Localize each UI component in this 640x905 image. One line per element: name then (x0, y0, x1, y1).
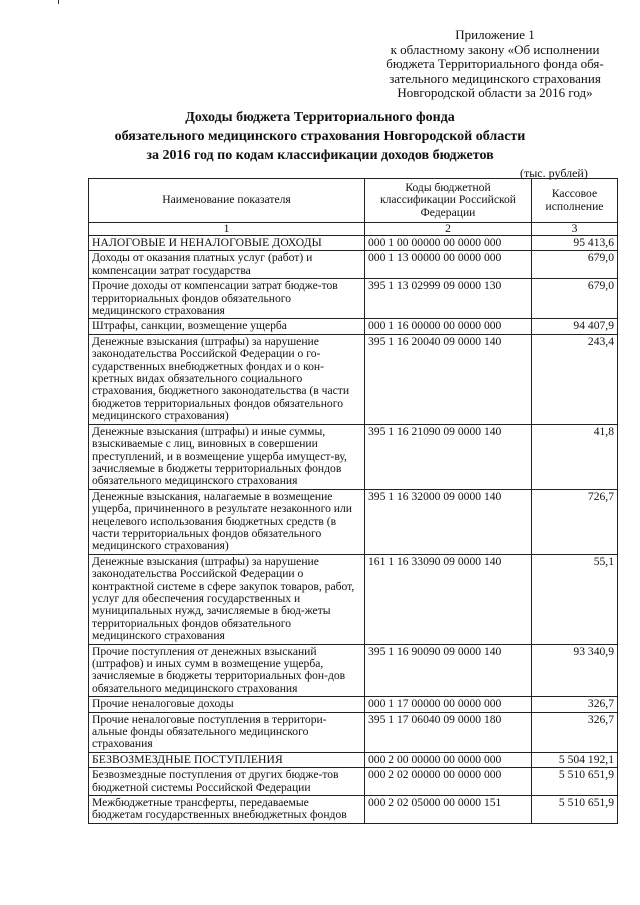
row-name: Штрафы, санкции, возмещение ущерба (89, 319, 365, 334)
row-name: Безвозмездные поступления от других бюдже-тов бюджетной системы Российской Федерации (89, 768, 365, 796)
row-amount: 41,8 (532, 424, 618, 489)
row-name: Прочие поступления от денежных взысканий (штрафов) и иных сумм в возмещение ущерба, зачисляемые в бюджеты территориальных фон-дов обязательного медицинского страхования (89, 644, 365, 697)
row-amount: 94 407,9 (532, 319, 618, 334)
row-name: Межбюджетные трансферты, передаваемые бюджетам государственных внебюджетных фондов (89, 796, 365, 824)
appendix-line: бюджета Территориального фонда обя- (386, 56, 604, 71)
title-line: за 2016 год по кодам классификации доходов бюджетов (146, 148, 494, 163)
row-name: БЕЗВОЗМЕЗДНЫЕ ПОСТУПЛЕНИЯ (89, 752, 365, 767)
header-name: Наименование показателя (89, 179, 365, 223)
row-code: 000 1 00 00000 00 0000 000 (365, 236, 532, 251)
title-line: Доходы бюджета Территориального фонда (185, 110, 455, 125)
document-title (0, 108, 640, 165)
row-name: Денежные взыскания (штрафы) и иные суммы, взыскиваемые с лиц, виновных в совершении преступлений, и в возмещение ущерба имущест-ву, зачисляемые в бюджеты территориальных фондов обязательного медицинского страхования (89, 424, 365, 489)
table-row (89, 768, 618, 796)
row-code: 395 1 16 21090 09 0000 140 (365, 424, 532, 489)
row-code: 395 1 16 20040 09 0000 140 (365, 334, 532, 424)
row-name: Денежные взыскания (штрафы) за нарушение законодательства Российской Федерации о контрактной системе в сфере закупок товаров, работ, услуг для обеспечения государственных и муниципальных нужд, зачисляемые в бюд-жеты территориальных фондов обязательного медицинского страхования (89, 554, 365, 644)
row-name: Прочие доходы от компенсации затрат бюдже-тов территориальных фондов обязательного медицинского страхования (89, 279, 365, 319)
row-name: Денежные взыскания, налагаемые в возмещение ущерба, причиненного в результате незаконного или нецелевого использования бюджетных средств (в части территориальных фондов обязательного медицинского страхования) (89, 489, 365, 554)
row-code: 000 2 02 00000 00 0000 000 (365, 768, 532, 796)
col-number: 3 (532, 223, 618, 236)
row-amount: 95 413,6 (532, 236, 618, 251)
header-code: Коды бюджетной классификации Российской Федерации (365, 179, 532, 223)
row-code: 000 2 00 00000 00 0000 000 (365, 752, 532, 767)
row-code: 395 1 16 90090 09 0000 140 (365, 644, 532, 697)
row-amount: 326,7 (532, 712, 618, 752)
row-amount: 326,7 (532, 697, 618, 712)
row-amount: 5 510 651,9 (532, 768, 618, 796)
row-amount: 55,1 (532, 554, 618, 644)
appendix-block (360, 28, 630, 101)
appendix-line: зательного медицинского страхования (389, 70, 601, 86)
row-name: Прочие неналоговые доходы (89, 697, 365, 712)
units-label: (тыс. рублей) (520, 166, 588, 180)
row-name: Прочие неналоговые поступления в территори-альные фонды обязательного медицинского страхования (89, 712, 365, 752)
row-amount: 243,4 (532, 334, 618, 424)
table-row (89, 251, 618, 279)
col-number: 2 (365, 223, 532, 236)
row-code: 395 1 17 06040 09 0000 180 (365, 712, 532, 752)
row-code: 000 1 16 00000 00 0000 000 (365, 319, 532, 334)
table-row (89, 712, 618, 752)
row-code: 395 1 13 02999 09 0000 130 (365, 279, 532, 319)
revenue-table (88, 178, 618, 824)
row-code: 395 1 16 32000 09 0000 140 (365, 489, 532, 554)
row-amount: 5 504 192,1 (532, 752, 618, 767)
appendix-line: к областному закону «Об исполнении (390, 41, 600, 57)
row-code: 000 1 13 00000 00 0000 000 (365, 251, 532, 279)
row-amount: 679,0 (532, 279, 618, 319)
table-row (89, 554, 618, 644)
header-amount: Кассовое исполнение (532, 179, 618, 223)
row-amount: 679,0 (532, 251, 618, 279)
table-row (89, 697, 618, 712)
row-amount: 93 340,9 (532, 644, 618, 697)
row-code: 161 1 16 33090 09 0000 140 (365, 554, 532, 644)
table-row (89, 334, 618, 424)
row-code: 000 1 17 00000 00 0000 000 (365, 697, 532, 712)
row-name: Денежные взыскания (штрафы) за нарушение законодательства Российской Федерации о го-сударственных внебюджетных фондах и о кон-кретных видах обязательного социального страхования, бюджетного законодательства (в части бюджетов территориальных фондов обязательного медицинского страхования) (89, 334, 365, 424)
table-row (89, 279, 618, 319)
table-row (89, 796, 618, 824)
col-number: 1 (89, 223, 365, 236)
row-name: НАЛОГОВЫЕ И НЕНАЛОГОВЫЕ ДОХОДЫ (89, 236, 365, 251)
row-code: 000 2 02 05000 00 0000 151 (365, 796, 532, 824)
row-amount: 5 510 651,9 (532, 796, 618, 824)
table-row (89, 489, 618, 554)
table-row (89, 752, 618, 767)
table-row (89, 424, 618, 489)
scan-mark (58, 0, 59, 4)
table-row (89, 236, 618, 251)
table-row (89, 644, 618, 697)
title-line: обязательного медицинского страхования Новгородской области (114, 129, 526, 144)
row-amount: 726,7 (532, 489, 618, 554)
appendix-title: Приложение 1 (455, 27, 535, 42)
table-body (89, 236, 618, 824)
row-name: Доходы от оказания платных услуг (работ) и компенсации затрат государства (89, 251, 365, 279)
appendix-line: Новгородской области за 2016 год» (397, 85, 593, 100)
table-row (89, 319, 618, 334)
